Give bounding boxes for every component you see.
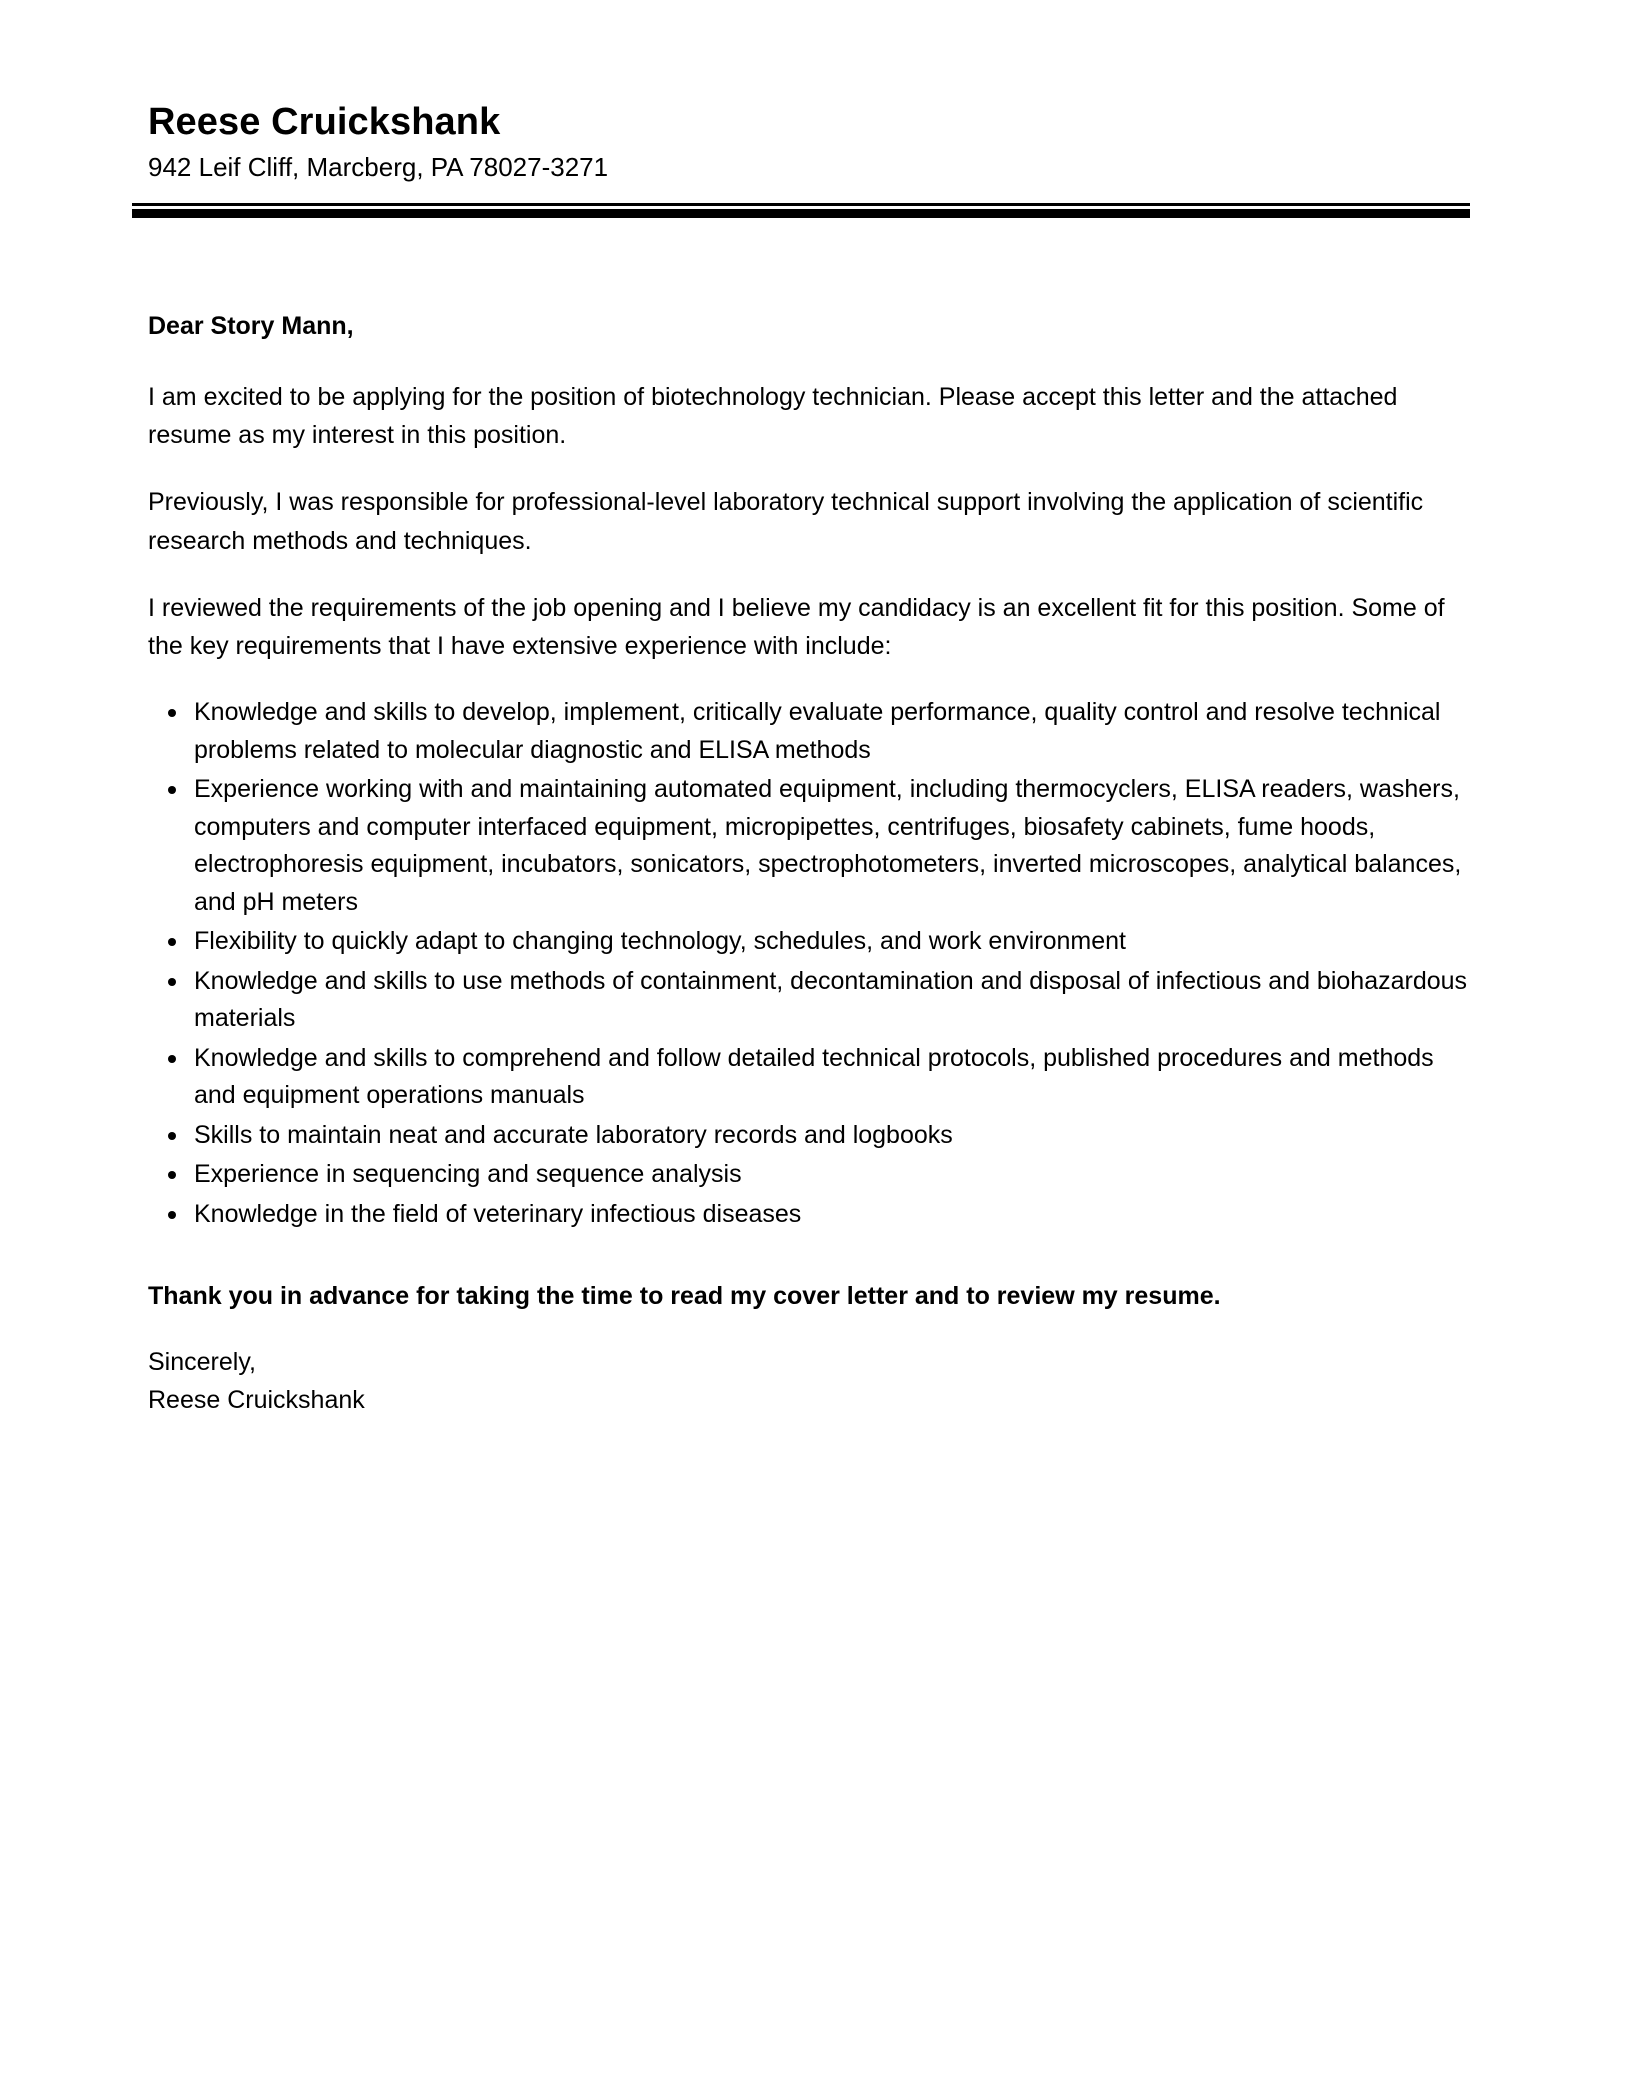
list-item-text: Knowledge and skills to use methods of containment, decontamination and disposal of infectious and biohazardous materials xyxy=(194,966,1468,1032)
bullet-icon xyxy=(168,938,176,946)
list-item xyxy=(148,963,1470,1038)
header-divider xyxy=(132,203,1470,219)
sender-name: Reese Cruickshank xyxy=(148,101,501,143)
bullet-icon xyxy=(168,1055,176,1063)
list-item xyxy=(148,1156,1470,1194)
bullet-icon xyxy=(168,786,176,794)
list-item-text: Knowledge and skills to comprehend and follow detailed technical protocols, published procedures and methods and equipment operations manuals xyxy=(194,1043,1434,1109)
list-item-text: Knowledge in the field of veterinary infectious diseases xyxy=(194,1199,802,1228)
signoff-block xyxy=(148,1344,1470,1419)
list-item-text: Experience working with and maintaining automated equipment, including thermocyclers, ELISA readers, washers, computers and computer interfaced equipment, micropipettes, centrifuges, biosafety cabinets, fume hoods, electrophoresis equipment, incubators, sonicators, spectrophotometers, inverted microscopes, analytical balances, and pH meters xyxy=(194,775,1462,916)
list-item xyxy=(148,923,1470,961)
letterhead xyxy=(148,100,1468,185)
list-item xyxy=(148,771,1470,921)
list-item-text: Knowledge and skills to develop, implement, critically evaluate performance, quality control and resolve technical problems related to molecular diagnostic and ELISA methods xyxy=(194,698,1441,764)
paragraph-requirements-intro: I reviewed the requirements of the job opening and I believe my candidacy is an excellent fit for this position. Some of the key requirements that I have extensive experience with include: xyxy=(148,593,1445,661)
paragraph-experience: Previously, I was responsible for professional-level laboratory technical support involving the application of scientific research methods and techniques. xyxy=(148,488,1424,555)
list-item xyxy=(148,1196,1470,1234)
list-item xyxy=(148,1117,1470,1155)
list-item-text: Flexibility to quickly adapt to changing technology, schedules, and work environment xyxy=(194,927,1127,955)
bullet-icon xyxy=(168,978,176,986)
sender-address: 942 Leif Cliff, Marcberg, PA 78027-3271 xyxy=(148,151,609,182)
bullet-icon xyxy=(168,1211,176,1219)
letter-body xyxy=(148,310,1470,1419)
divider-thick-bar xyxy=(132,209,1470,218)
signature-name: Reese Cruickshank xyxy=(148,1385,365,1414)
list-item xyxy=(148,1040,1470,1115)
closing-salutation: Sincerely, xyxy=(148,1348,256,1376)
bullet-icon xyxy=(168,709,176,717)
list-item-text: Skills to maintain neat and accurate laboratory records and logbooks xyxy=(194,1120,953,1149)
paragraph-intro: I am excited to be applying for the position of biotechnology technician. Please accept this letter and the attached resume as my interest in this position. xyxy=(148,382,1398,450)
thank-you-statement: Thank you in advance for taking the time to read my cover letter and to review my resume. xyxy=(148,1282,1221,1310)
list-item xyxy=(148,694,1470,769)
salutation: Dear Story Mann, xyxy=(148,312,354,340)
list-item-text: Experience in sequencing and sequence analysis xyxy=(194,1160,742,1188)
requirements-list xyxy=(148,694,1470,1233)
bullet-icon xyxy=(168,1132,176,1140)
bullet-icon xyxy=(168,1171,176,1179)
